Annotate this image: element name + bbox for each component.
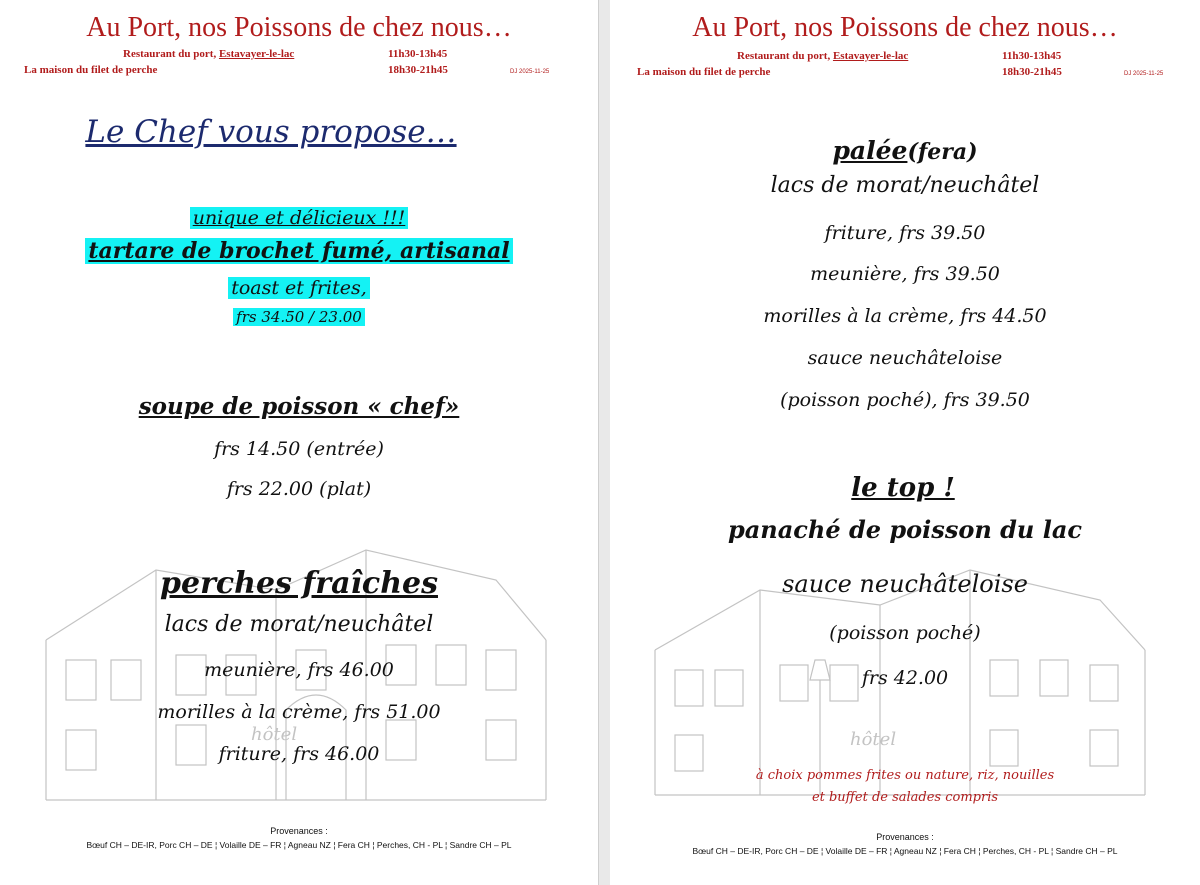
restaurant-tagline: La maison du filet de perche bbox=[637, 66, 771, 78]
menu-code: DJ 2025-11-25 bbox=[1124, 71, 1164, 77]
top-dish: panaché de poisson du lac bbox=[727, 515, 1083, 544]
top-note: (poisson poché) bbox=[829, 622, 981, 644]
sides-line-2: et buffet de salades compris bbox=[811, 790, 999, 805]
palee-item-meuniere: meunière, frs 39.50 bbox=[810, 263, 1000, 285]
palee-heading bbox=[610, 136, 1200, 165]
restaurant-title: Au Port, nos Poissons de chez nous… bbox=[86, 12, 512, 43]
hours-midday: 11h30-13h45 bbox=[1002, 50, 1062, 62]
perches-item-friture: friture, frs 46.00 bbox=[218, 743, 380, 765]
perches-origin: lacs de morat/neuchâtel bbox=[164, 612, 434, 637]
palee-title: palée bbox=[832, 136, 908, 165]
palee-title-suffix: (fera) bbox=[907, 139, 978, 165]
hours-evening: 18h30-21h45 bbox=[388, 64, 448, 76]
special-price: frs 34.50 / 23.00 bbox=[233, 308, 365, 326]
menu-code: DJ 2025-11-25 bbox=[510, 69, 550, 75]
palee-item-poche: (poisson poché), frs 39.50 bbox=[780, 389, 1030, 411]
palee-item-friture: friture, frs 39.50 bbox=[824, 222, 986, 244]
palee-origin: lacs de morat/neuchâtel bbox=[770, 173, 1040, 198]
restaurant-address: Restaurant du port, Estavayer-le-lac bbox=[737, 50, 909, 62]
top-sauce: sauce neuchâteloise bbox=[782, 570, 1028, 598]
special-tagline: unique et délicieux !!! bbox=[190, 207, 409, 229]
perches-item-meuniere: meunière, frs 46.00 bbox=[204, 659, 394, 681]
sketch-label: hôtel bbox=[251, 724, 298, 745]
restaurant-tagline: La maison du filet de perche bbox=[24, 64, 158, 76]
hours-evening: 18h30-21h45 bbox=[1002, 66, 1062, 78]
restaurant-address: Restaurant du port, Estavayer-le-lac bbox=[123, 48, 295, 60]
soupe-title: soupe de poisson « chef» bbox=[138, 393, 460, 420]
restaurant-place: Estavayer-le-lac bbox=[832, 50, 909, 62]
top-price: frs 42.00 bbox=[861, 667, 949, 689]
palee-item-morilles: morilles à la crème, frs 44.50 bbox=[763, 305, 1047, 327]
top-title: le top ! bbox=[851, 473, 955, 503]
sides-line-1: à choix pommes frites ou nature, riz, nouilles bbox=[755, 768, 1055, 783]
sketch-label: hôtel bbox=[850, 729, 897, 750]
menu-page-left bbox=[0, 0, 599, 885]
provenances-title: Provenances : bbox=[876, 832, 934, 842]
restaurant-place: Estavayer-le-lac bbox=[218, 48, 295, 60]
perches-item-morilles: morilles à la crème, frs 51.00 bbox=[157, 701, 441, 723]
menu-page-right bbox=[610, 0, 1200, 885]
hours-midday: 11h30-13h45 bbox=[388, 48, 448, 60]
provenances-text: Bœuf CH – DE-IR, Porc CH – DE ¦ Volaille DE – FR ¦ Agneau NZ ¦ Fera CH ¦ Perches, CH - PL ¦ Sandre CH – PL bbox=[86, 840, 512, 850]
special-dish: tartare de brochet fumé, artisanal bbox=[85, 238, 512, 264]
restaurant-title: Au Port, nos Poissons de chez nous… bbox=[692, 12, 1118, 43]
provenances-title: Provenances : bbox=[270, 826, 328, 836]
soupe-price-plat: frs 22.00 (plat) bbox=[226, 478, 372, 500]
palee-item-sauce: sauce neuchâteloise bbox=[807, 347, 1003, 369]
chef-proposal-title: Le Chef vous propose… bbox=[85, 114, 457, 150]
special-side: toast et frites, bbox=[228, 277, 370, 299]
perches-title: perches fraîches bbox=[160, 566, 438, 601]
provenances-text: Bœuf CH – DE-IR, Porc CH – DE ¦ Volaille DE – FR ¦ Agneau NZ ¦ Fera CH ¦ Perches, CH - PL ¦ Sandre CH – PL bbox=[692, 846, 1118, 856]
soupe-price-entree: frs 14.50 (entrée) bbox=[214, 438, 384, 460]
